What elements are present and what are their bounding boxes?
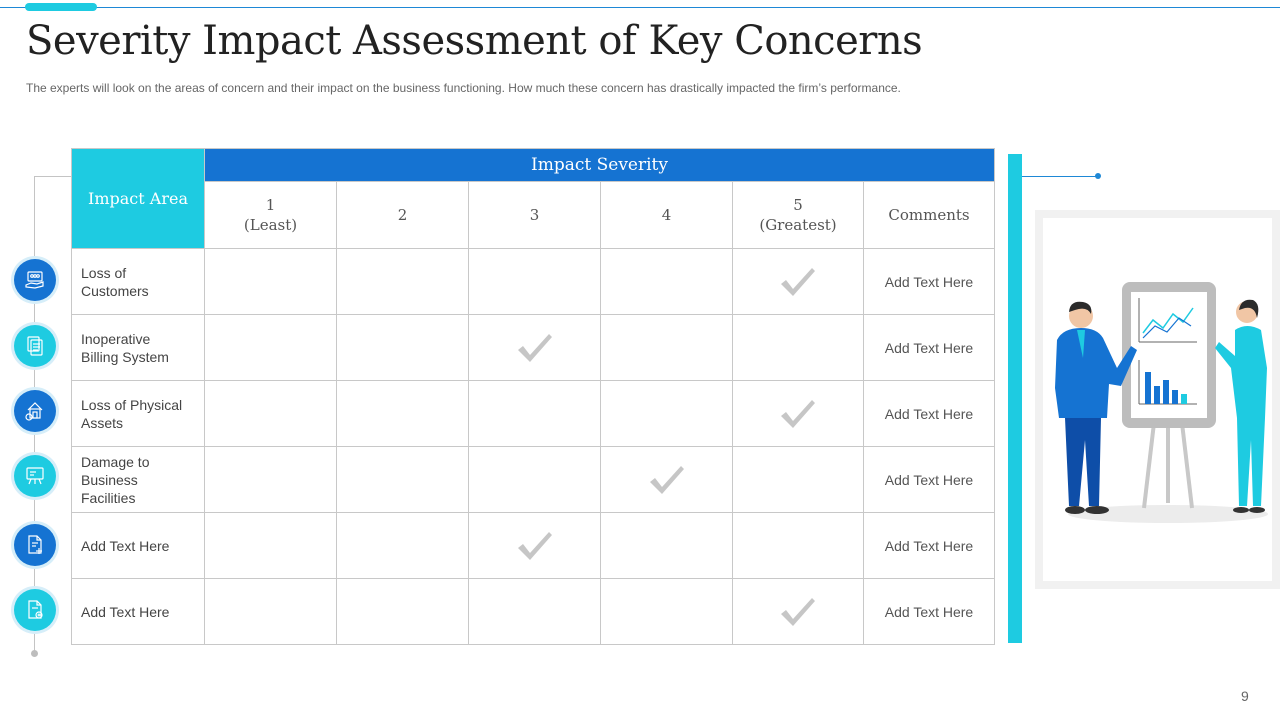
- severity-cell-2: [337, 513, 469, 579]
- timeline-dot-bottom: [31, 650, 38, 657]
- severity-cell-3: [469, 381, 601, 447]
- severity-cell-4: [601, 315, 733, 381]
- asset-house-icon: [14, 390, 56, 432]
- impact-severity-header: Impact Severity: [205, 149, 995, 182]
- illustration-connector-dot: [1095, 173, 1101, 179]
- comment-cell: Add Text Here: [864, 315, 995, 381]
- severity-cell-5: [733, 381, 864, 447]
- comment-cell: Add Text Here: [864, 447, 995, 513]
- comment-cell: Add Text Here: [864, 381, 995, 447]
- severity-cell-1: [205, 579, 337, 645]
- severity-cell-5: [733, 579, 864, 645]
- severity-cell-3: [469, 315, 601, 381]
- severity-cell-4: [601, 579, 733, 645]
- severity-cell-3: [469, 447, 601, 513]
- checkmark-icon: [516, 529, 554, 563]
- table-row: [72, 579, 995, 645]
- comment-cell: Add Text Here: [864, 579, 995, 645]
- severity-cell-3: [469, 249, 601, 315]
- severity-cell-2: [337, 381, 469, 447]
- column-header-4: 4: [601, 182, 733, 249]
- illustration-connector-line: [1022, 176, 1098, 177]
- severity-cell-4: [601, 447, 733, 513]
- impact-area-cell: Damage to Business Facilities: [72, 447, 205, 513]
- impact-area-cell: Add Text Here: [72, 579, 205, 645]
- illustration-frame: [1035, 210, 1280, 589]
- severity-cell-3: [469, 513, 601, 579]
- severity-cell-5: [733, 447, 864, 513]
- severity-table: [71, 148, 995, 645]
- severity-cell-5: [733, 315, 864, 381]
- top-rule: [0, 7, 1280, 8]
- comment-cell: Add Text Here: [864, 249, 995, 315]
- customer-hand-icon: [14, 259, 56, 301]
- table-row: [72, 381, 995, 447]
- document-plus-icon: [14, 524, 56, 566]
- top-accent-bar: [25, 3, 97, 11]
- severity-cell-1: [205, 315, 337, 381]
- slide-subtitle: The experts will look on the areas of concern and their impact on the business functioning. How much these concern has drastically impacted the firm’s performance.: [26, 81, 901, 95]
- column-header-3: 3: [469, 182, 601, 249]
- severity-cell-5: [733, 513, 864, 579]
- document-add-icon: [14, 589, 56, 631]
- severity-cell-2: [337, 315, 469, 381]
- severity-cell-2: [337, 249, 469, 315]
- impact-area-cell: Loss of Customers: [72, 249, 205, 315]
- impact-area-header: Impact Area: [72, 149, 205, 249]
- facility-board-icon: [14, 455, 56, 497]
- severity-cell-1: [205, 381, 337, 447]
- column-header-comments: Comments: [864, 182, 995, 249]
- checkmark-icon: [779, 397, 817, 431]
- page-number: 9: [1241, 688, 1249, 704]
- severity-cell-4: [601, 249, 733, 315]
- checkmark-icon: [648, 463, 686, 497]
- checkmark-icon: [779, 595, 817, 629]
- billing-documents-icon: [14, 325, 56, 367]
- impact-area-cell: Loss of Physical Assets: [72, 381, 205, 447]
- column-header-5: 5 (Greatest): [733, 182, 864, 249]
- severity-cell-2: [337, 447, 469, 513]
- table-row: [72, 513, 995, 579]
- severity-cell-5: [733, 249, 864, 315]
- severity-cell-4: [601, 513, 733, 579]
- column-header-2: 2: [337, 182, 469, 249]
- severity-cell-1: [205, 249, 337, 315]
- impact-area-cell: Inoperative Billing System: [72, 315, 205, 381]
- table-row: [72, 315, 995, 381]
- checkmark-icon: [779, 265, 817, 299]
- checkmark-icon: [516, 331, 554, 365]
- accent-vertical-bar: [1008, 154, 1022, 643]
- table-row: [72, 447, 995, 513]
- severity-cell-1: [205, 513, 337, 579]
- comment-cell: Add Text Here: [864, 513, 995, 579]
- severity-cell-3: [469, 579, 601, 645]
- business-presentation-illustration: [1043, 218, 1272, 581]
- severity-cell-2: [337, 579, 469, 645]
- severity-cell-4: [601, 381, 733, 447]
- severity-cell-1: [205, 447, 337, 513]
- column-header-1: 1 (Least): [205, 182, 337, 249]
- slide-title: Severity Impact Assessment of Key Concerns: [26, 18, 923, 64]
- table-row: [72, 249, 995, 315]
- impact-area-cell: Add Text Here: [72, 513, 205, 579]
